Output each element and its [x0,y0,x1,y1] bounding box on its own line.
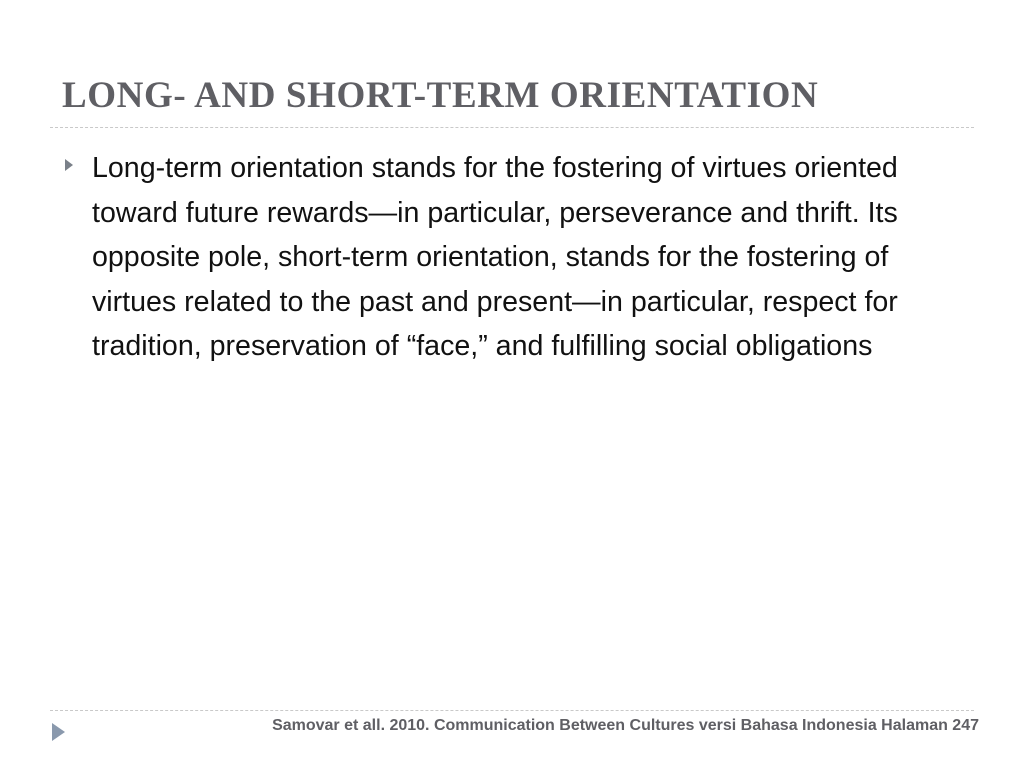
triangle-bullet-icon [65,159,73,171]
triangle-arrow-icon [52,723,65,741]
footer-divider [50,710,974,711]
bullet-item [62,146,952,369]
slide-title: LONG- AND SHORT-TERM ORIENTATION [62,75,819,116]
bullet-text: Long-term orientation stands for the fostering of virtues oriented toward future rewards—in particular, perseverance and thrift. Its opposite pole, short-term orientation, stands for the fostering of virtues related to the past and present—in particular, respect for tradition, preservation of “face,” and fulfilling social obligations [92,152,898,363]
bullet-list [62,146,952,369]
title-divider [50,127,974,128]
footer-citation: Samovar et all. 2010. Communication Between Cultures versi Bahasa Indonesia Halaman 247 [272,717,979,734]
